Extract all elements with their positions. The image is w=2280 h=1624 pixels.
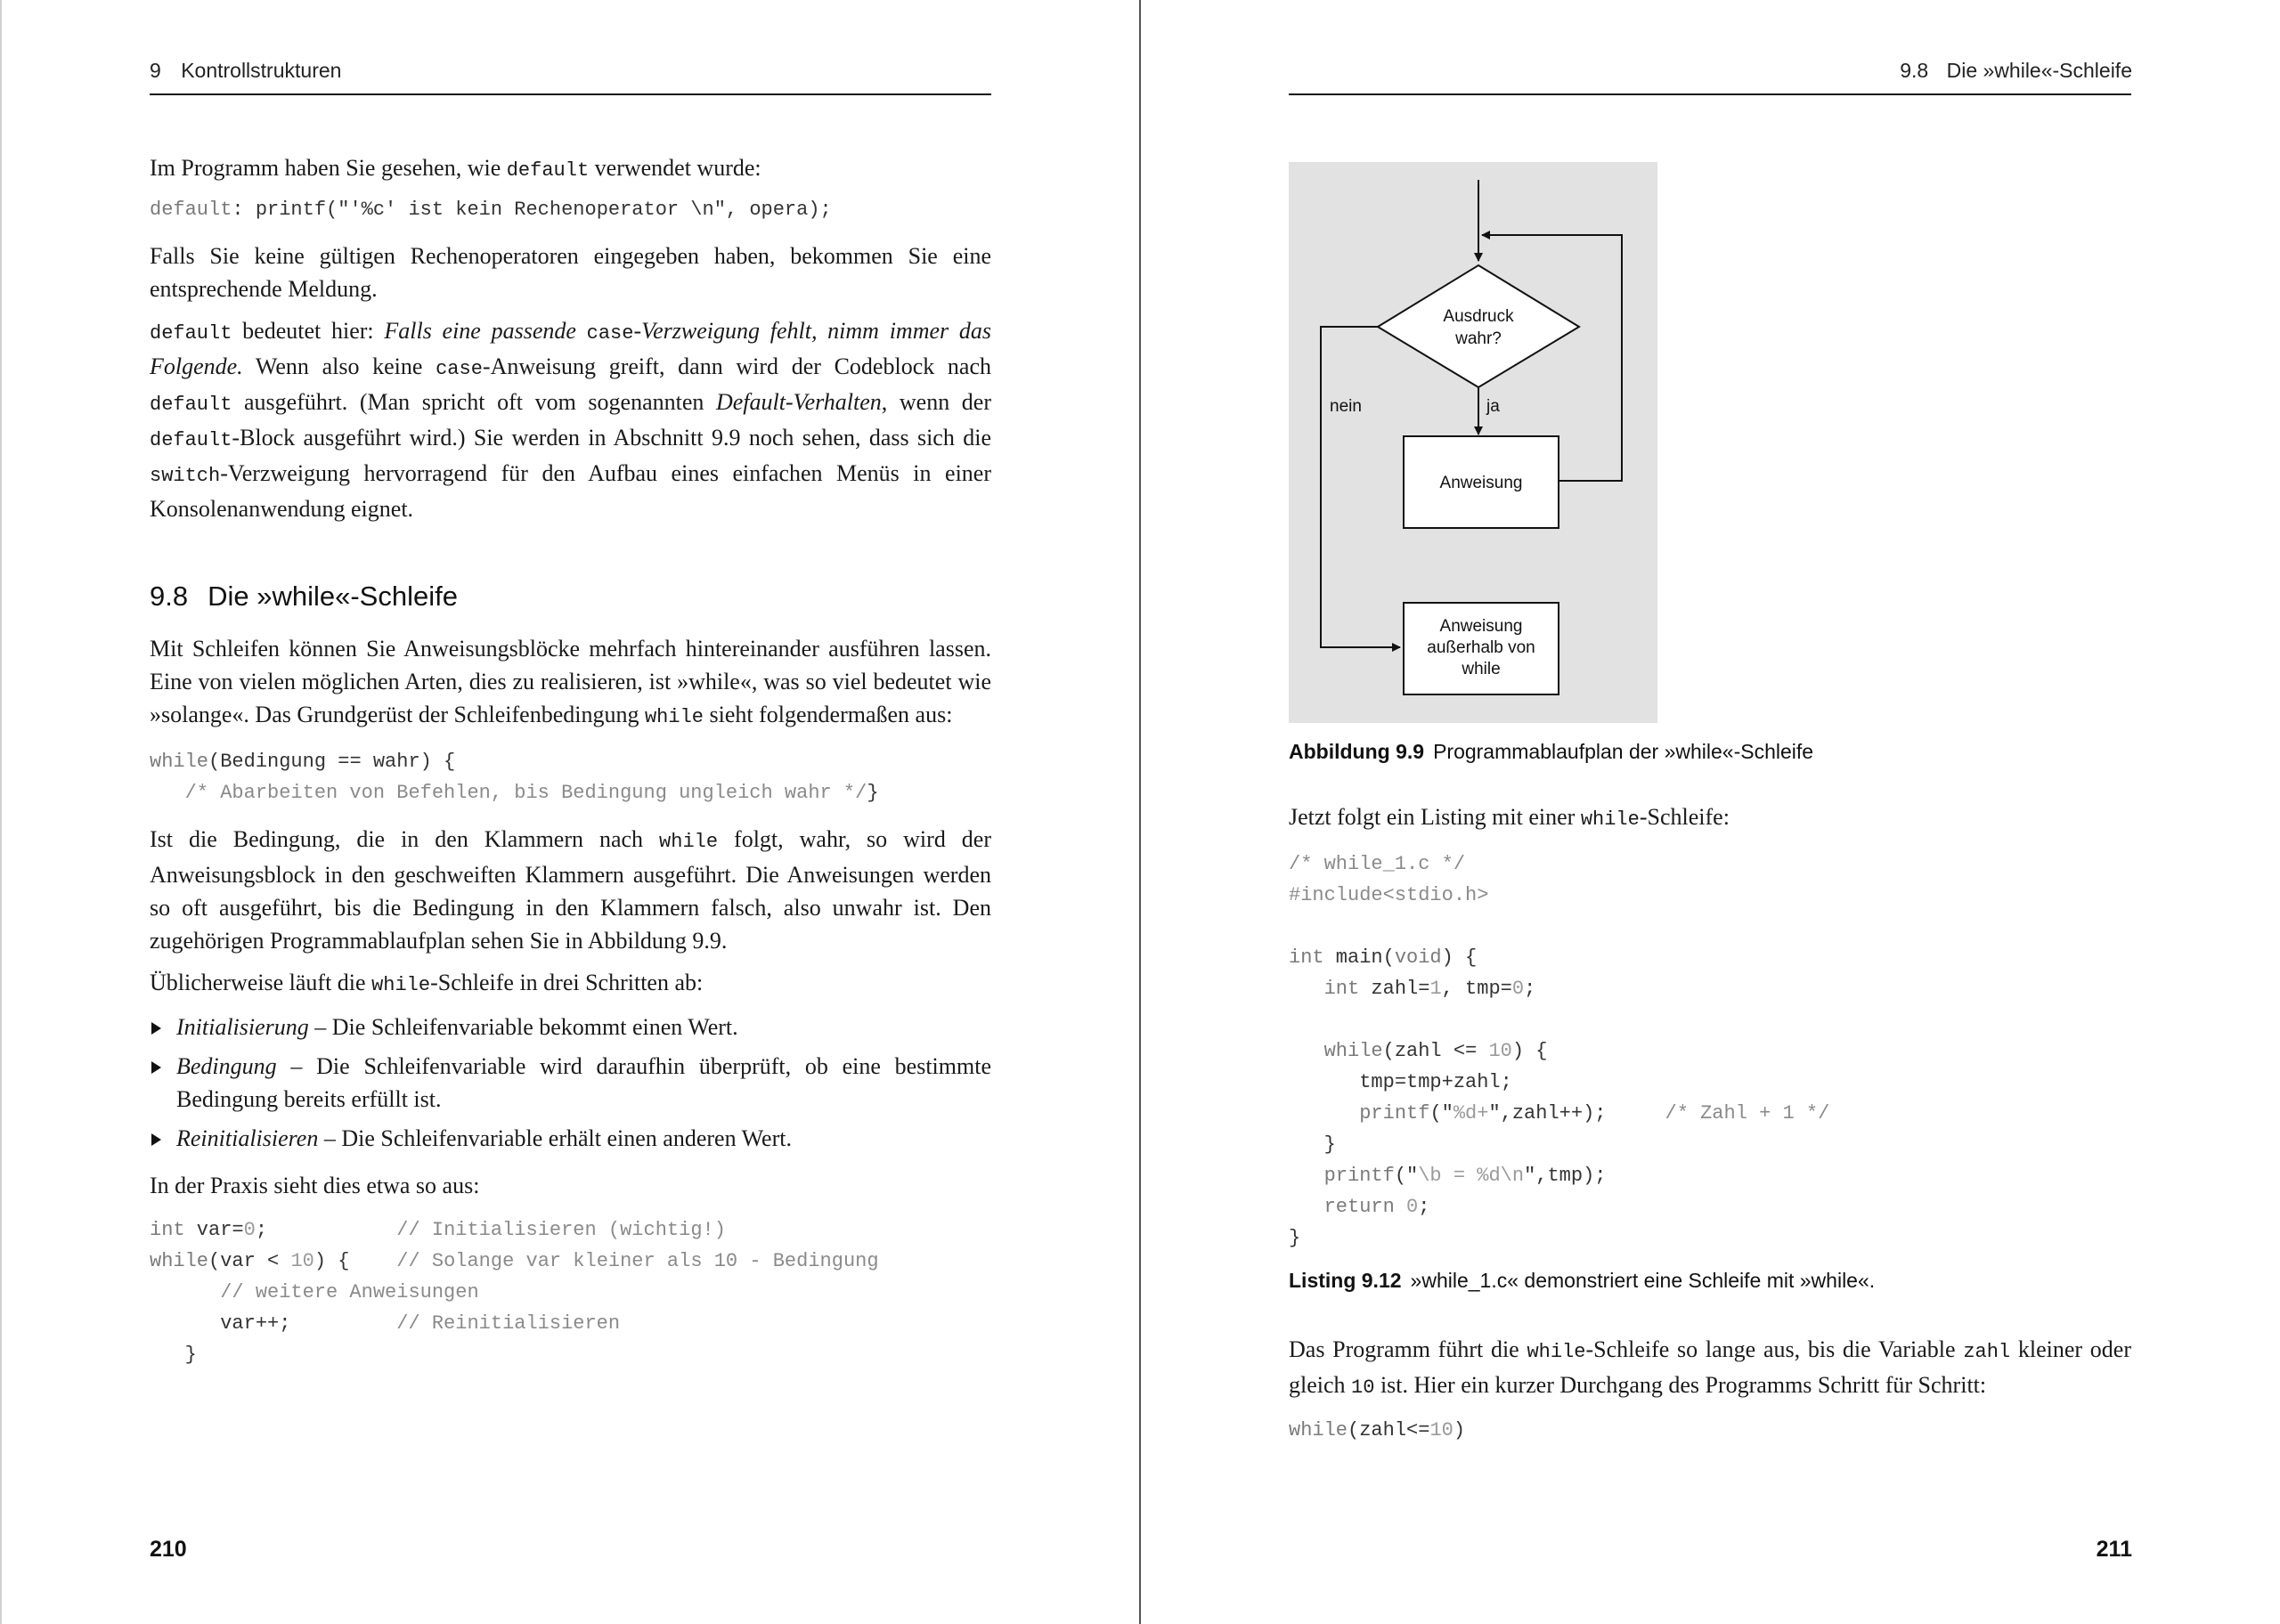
code-keyword: return: [1289, 1196, 1395, 1218]
code-keyword: printf: [1289, 1102, 1430, 1125]
paragraph: [1289, 1333, 2131, 1404]
caption-label: Listing 9.12: [1289, 1269, 1402, 1292]
list-item: [150, 1050, 991, 1116]
yes-label: ja: [1486, 397, 1500, 416]
code-block: [150, 746, 991, 808]
page-number: 211: [2096, 1537, 2132, 1562]
code-comment: // Initialisieren (wichtig!): [396, 1219, 726, 1241]
text: Im Programm haben Sie gesehen, wie: [150, 155, 507, 181]
code-text: }: [1289, 1133, 1336, 1156]
page-number: 210: [150, 1537, 187, 1562]
code-keyword: printf: [1289, 1165, 1395, 1187]
exit-label-line2: außerhalb von: [1427, 638, 1535, 657]
code-text: ) {: [1511, 1040, 1548, 1062]
inline-code: case: [586, 322, 634, 345]
text: folgt, wahr, so wird der Anweisungsblock in den geschweiften Klammern ausgeführt. Die Anweisungen werden so oft ausgeführt, bis die Bedingung in den Klammern falsch, also unwahr ist. Den zugehörigen Programmablaufplan sehen Sie in Abbildung 9.9.: [150, 826, 991, 954]
code-block: [150, 194, 991, 225]
flowchart-figure: [1289, 162, 1657, 723]
paragraph: [1289, 800, 2131, 836]
text: -Schleife so lange aus, bis die Variable: [1585, 1336, 1964, 1362]
code-keyword: while: [150, 751, 209, 773]
code-text: ) {: [314, 1250, 397, 1272]
code-comment: // weitere Anweisungen: [150, 1281, 479, 1303]
code-text: var=: [184, 1219, 244, 1241]
decision-label-line1: Ausdruck: [1443, 307, 1514, 326]
code-text: ",zahl++);: [1488, 1102, 1665, 1125]
code-text: [1395, 1196, 1406, 1218]
no-arrow: [1321, 327, 1400, 647]
code-keyword: while: [150, 1250, 209, 1272]
code-text: zahl=: [1359, 978, 1430, 1000]
text: ausgeführt. (Man spricht oft vom sogenannten: [232, 389, 716, 415]
text: Ist die Bedingung, die in den Klammern nach: [150, 826, 660, 852]
code-number: 0: [243, 1219, 256, 1241]
inline-code: default: [150, 394, 232, 416]
code-text: (var <: [208, 1250, 291, 1272]
listing-caption: [1289, 1264, 2131, 1297]
code-number: 1: [1429, 978, 1442, 1000]
code-text: main(: [1323, 946, 1395, 969]
header-rule: [1289, 93, 2131, 95]
code-keyword: while: [1289, 1419, 1348, 1441]
code-keyword: while: [1289, 1040, 1383, 1062]
running-header-right: [1900, 59, 2132, 83]
code-text: ) {: [1441, 946, 1478, 969]
decision-label-line2: wahr?: [1455, 329, 1502, 348]
code-text: (zahl<=: [1348, 1419, 1430, 1441]
text: -Schleife:: [1639, 804, 1730, 830]
inline-code: while: [644, 706, 704, 728]
code-text: tmp=tmp+zahl;: [1289, 1071, 1512, 1093]
chapter-title: Kontrollstrukturen: [181, 59, 342, 82]
code-text: }: [1289, 1227, 1301, 1249]
code-text: ",tmp);: [1524, 1165, 1607, 1187]
code-number: 10: [290, 1250, 314, 1272]
code-comment: /* Zahl + 1 */: [1665, 1102, 1830, 1125]
emphasis: Falls eine passende: [384, 318, 587, 344]
inline-code: zahl: [1963, 1341, 2011, 1363]
section-title: Die »while«-Schleife: [1946, 59, 2132, 82]
text: Mit Schleifen können Sie Anweisungsblöcke mehrfach hintereinander ausführen lassen. Eine von vielen möglichen Arten, dies zu realisieren, ist »while«, was so viel bedeutet wie »solange«. Das Grundgerüst der Schleifenbedingung: [150, 636, 991, 727]
paragraph: [150, 151, 991, 187]
text: Wenn also keine: [242, 353, 436, 379]
code-text: (Bedingung == wahr) {: [208, 751, 456, 773]
code-listing: [1289, 849, 2131, 1254]
code-text: (": [1429, 1102, 1454, 1125]
list-item: [150, 1011, 991, 1043]
bullet-list: [150, 1011, 991, 1155]
code-keyword: int: [1289, 946, 1324, 969]
code-number: 0: [1511, 978, 1525, 1000]
code-number: 10: [1429, 1419, 1454, 1441]
code-keyword: default: [150, 199, 232, 221]
code-text: : printf("'%c' ist kein Rechenoperator \n", opera);: [232, 199, 832, 221]
inline-code: case: [436, 358, 483, 380]
code-text: ): [1453, 1419, 1466, 1441]
code-text: var++;: [150, 1312, 397, 1335]
no-label: nein: [1330, 397, 1362, 416]
inline-code: while: [1580, 808, 1640, 831]
text: ist. Hier ein kurzer Durchgang des Programms Schritt für Schritt:: [1374, 1372, 1987, 1398]
text: Üblicherweise läuft die: [150, 970, 372, 995]
paragraph: [150, 314, 991, 525]
section-number: 9.8: [1900, 59, 1929, 82]
code-keyword: void: [1394, 946, 1442, 969]
inline-code: 10: [1351, 1376, 1375, 1399]
list-text: – Die Schleifenvariable bekommt einen Wert.: [308, 1014, 738, 1040]
section-number: 9.8: [150, 581, 189, 612]
text: kleiner oder gleich: [1289, 1336, 2131, 1398]
paragraph: [150, 966, 991, 1002]
code-comment: // Reinitialisieren: [396, 1312, 621, 1335]
list-text: – Die Schleifenvariable wird daraufhin überprüft, ob eine bestimmte Bedingung bereits erfüllt ist.: [176, 1053, 991, 1112]
inline-code: while: [659, 831, 719, 853]
right-body: [1289, 735, 2131, 1446]
section-heading: [150, 581, 991, 613]
text: bedeutet hier:: [232, 318, 385, 344]
code-text: , tmp=: [1441, 978, 1512, 1000]
text: -Verzweigung hervorragend für den Aufbau eines einfachen Menüs in einer Konsolenanwendung eignet.: [150, 460, 991, 522]
text: verwendet wurde:: [589, 155, 761, 181]
text: , wenn der: [881, 389, 991, 415]
page-edge: [0, 0, 2, 1624]
inline-code: while: [371, 974, 431, 996]
paragraph: In der Praxis sieht dies etwa so aus:: [150, 1173, 480, 1198]
flowchart-diagram: [1289, 162, 1657, 723]
code-string: %d+: [1453, 1102, 1489, 1125]
caption-text: »while_1.c« demonstriert eine Schleife mit »while«.: [1410, 1269, 1876, 1292]
text: -Schleife in drei Schritten ab:: [430, 970, 704, 995]
exit-label-line3: while: [1462, 660, 1501, 678]
caption-text: Programmablaufplan der »while«-Schleife: [1433, 740, 1814, 763]
section-title: Die »while«-Schleife: [208, 581, 458, 612]
inline-code: default: [150, 429, 232, 451]
running-header-left: [150, 59, 341, 83]
list-term: Initialisierung: [176, 1014, 309, 1040]
code-comment: /* Abarbeiten von Befehlen, bis Bedingung ungleich wahr */: [150, 782, 867, 804]
list-term: Bedingung: [176, 1053, 277, 1079]
code-string: \b = %d\n: [1418, 1165, 1525, 1187]
code-comment: // Solange var kleiner als 10 - Bedingung: [396, 1250, 879, 1272]
exit-label-line1: Anweisung: [1439, 617, 1523, 636]
list-text: – Die Schleifenvariable erhält einen anderen Wert.: [318, 1125, 792, 1151]
paragraph: [150, 632, 991, 734]
figure-caption: [1289, 735, 2131, 768]
list-term: Reinitialisieren: [176, 1125, 319, 1151]
triangle-bullet-icon: [151, 1061, 161, 1074]
inline-code: switch: [150, 465, 221, 487]
code-text: }: [150, 1344, 197, 1366]
left-body: [150, 151, 991, 1370]
list-item: [150, 1122, 991, 1155]
text: -Block ausgeführt wird.) Sie werden in Abschnitt 9.9 noch sehen, dass sich die: [232, 425, 991, 451]
text: Jetzt folgt ein Listing mit einer: [1289, 804, 1581, 830]
code-preprocessor: #include<stdio.h>: [1289, 884, 1489, 906]
caption-label: Abbildung 9.9: [1289, 740, 1425, 763]
code-text: ;: [1524, 978, 1536, 1000]
text: sieht folgendermaßen aus:: [704, 702, 953, 727]
code-comment: /* while_1.c */: [1289, 853, 1466, 875]
code-keyword: int: [150, 1219, 185, 1241]
code-text: (": [1394, 1165, 1419, 1187]
inline-code: while: [1527, 1341, 1586, 1363]
code-number: 10: [1488, 1040, 1512, 1062]
code-block: [150, 1214, 991, 1370]
inline-code: default: [506, 159, 590, 182]
code-text: }: [867, 782, 879, 804]
emphasis: -Verzweigung fehlt, nimm immer das Folgende.: [150, 318, 991, 379]
chapter-number: 9: [150, 59, 161, 82]
triangle-bullet-icon: [151, 1133, 161, 1146]
code-block: [1289, 1415, 2131, 1446]
text: Das Programm führt die: [1289, 1336, 1527, 1362]
paragraph: Falls Sie keine gültigen Rechenoperatoren eingegeben haben, bekommen Sie eine entsprechende Meldung.: [150, 243, 991, 302]
statement-label: Anweisung: [1439, 474, 1523, 492]
inline-code: default: [150, 322, 232, 345]
code-keyword: int: [1289, 978, 1360, 1000]
triangle-bullet-icon: [151, 1022, 161, 1035]
code-number: 0: [1406, 1196, 1419, 1218]
decision-diamond: [1378, 265, 1579, 387]
text: -Anweisung greift, dann wird der Codeblock nach: [482, 353, 991, 379]
code-text: ;: [255, 1219, 397, 1241]
emphasis: Default-Verhalten: [715, 389, 882, 415]
code-text: ;: [1418, 1196, 1430, 1218]
paragraph: [150, 823, 991, 957]
code-text: (zahl <=: [1382, 1040, 1489, 1062]
header-rule: [150, 93, 991, 95]
